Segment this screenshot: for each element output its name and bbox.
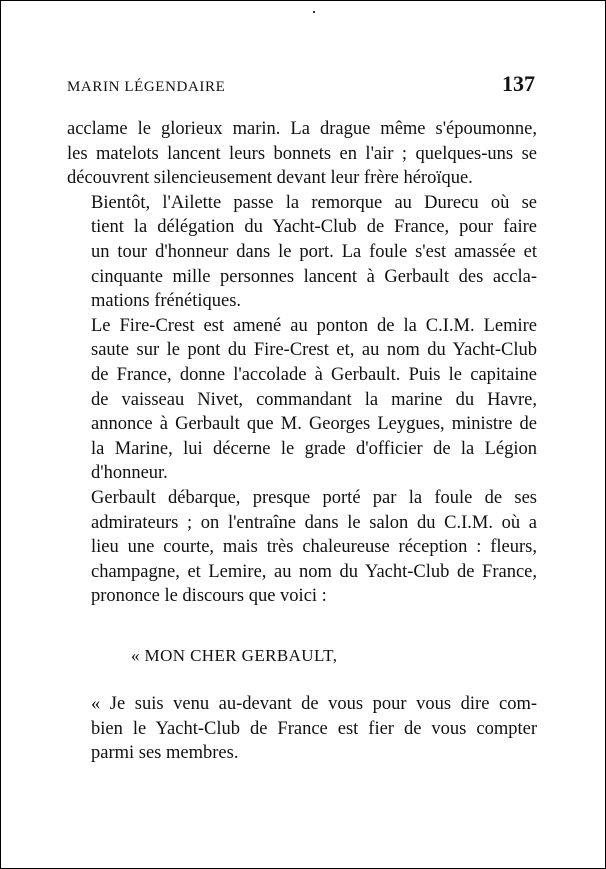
scan-speck — [313, 11, 315, 13]
text-line: bien le Yacht-Club de France est fier de vous compter — [91, 718, 537, 739]
text-line: « Je suis venu au-devant de vous pour vous dire com- — [91, 694, 537, 714]
text-line: Gerbault débarque, presque porté par la foule de ses — [91, 487, 537, 508]
text-line: champagne, et Lemire, au nom du Yacht-Club de France, — [91, 561, 537, 582]
body-text — [67, 117, 537, 609]
text-line: Le Fire-Crest est amené au ponton de la C.I.M. Lemire — [91, 315, 537, 336]
text-line: découvrent silencieusement devant leur frère héroïque. — [67, 168, 473, 189]
text-line: les matelots lancent leurs bonnets en l'air ; quelques-uns se — [67, 143, 537, 164]
text-line: de France, donne l'accolade à Gerbault. Puis le capitaine — [91, 364, 537, 385]
text-line: saute sur le pont du Fire-Crest et, au nom du Yacht-Club — [91, 340, 537, 361]
text-line: cinquante mille personnes lancent à Gerbault des accla- — [91, 266, 537, 287]
page-number: 137 — [502, 71, 535, 96]
text-line: admirateurs ; on l'entraîne dans le salon du C.I.M. où a — [91, 512, 537, 533]
paragraph — [67, 191, 537, 314]
paragraph — [67, 486, 537, 609]
text-line: tient la délégation du Yacht-Club de France, pour faire — [91, 217, 537, 238]
page-header — [67, 71, 535, 101]
text-line: annonce à Gerbault que M. Georges Leygues, ministre de — [91, 414, 537, 435]
text-line: Bientôt, l'Ailette passe la remorque au Durecu où se — [91, 192, 537, 213]
running-title: MARIN LÉGENDAIRE — [67, 79, 226, 95]
paragraph — [67, 692, 537, 766]
paragraph — [67, 117, 537, 191]
text-line: acclame le glorieux marin. La drague même s'époumonne, — [67, 119, 537, 139]
letter-salutation: « MON CHER GERBAULT, — [131, 646, 338, 665]
letter-body — [67, 692, 537, 766]
text-line: mations frénétiques. — [91, 291, 242, 312]
text-line: la Marine, lui décerne le grade d'officier de la Légion — [91, 438, 537, 459]
text-line: lieu une courte, mais très chaleureuse réception : fleurs, — [91, 537, 537, 558]
paragraph — [67, 314, 537, 486]
text-line: de vaisseau Nivet, commandant la marine du Havre, — [91, 389, 537, 410]
text-line: prononce le discours que voici : — [91, 586, 327, 607]
text-line: d'honneur. — [91, 463, 168, 484]
text-line: parmi ses membres. — [91, 743, 239, 764]
text-line: un tour d'honneur dans le port. La foule s'est amassée et — [91, 241, 537, 262]
